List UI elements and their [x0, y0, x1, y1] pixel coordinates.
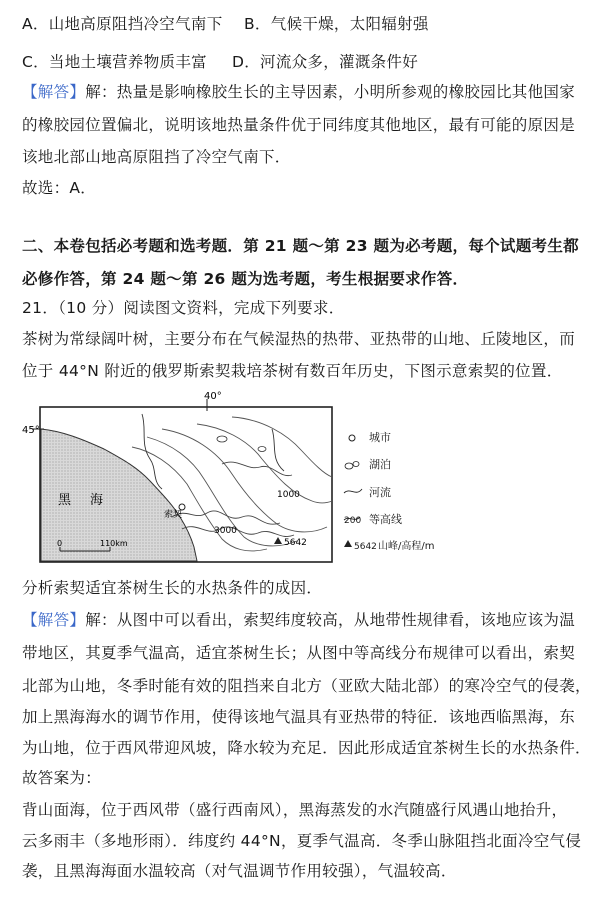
legend-city-symbol	[349, 435, 355, 441]
answer2-final-label: 故答案为：	[22, 769, 102, 787]
option-c: C．当地土壤营养物质丰富	[22, 53, 207, 71]
answer2-text1: 解：从图中可以看出，索契纬度较高，从地带性规律看，该地应该为温	[85, 611, 576, 629]
answer2-final-line3: 袭，且黑海海面水温较高（对气温调节作用较强），气温较高．	[22, 862, 457, 880]
answer1-line3: 该地北部山地高原阻挡了冷空气南下．	[22, 148, 291, 166]
answer2-tag: 【解答】	[22, 611, 86, 629]
legend-city-label: 城市	[369, 431, 391, 444]
map-svg	[22, 389, 437, 565]
option-row-cd	[22, 52, 582, 72]
legend-peak-label: 山峰/高程/m	[378, 541, 435, 552]
answer1-tag: 【解答】	[22, 83, 86, 101]
q21-question: 分析索契适宜茶树生长的水热条件的成因．	[22, 579, 323, 597]
legend-contour-label: 等高线	[369, 513, 402, 526]
contour-label-1000: 1000	[277, 490, 300, 500]
meridian-label: 40°	[204, 391, 222, 402]
legend-lake-label: 湖泊	[369, 458, 391, 471]
legend-peak-symbol	[344, 540, 352, 547]
legend-river-symbol	[344, 489, 362, 493]
peak-label: 5642	[284, 538, 307, 548]
answer2-final-line1: 背山面海，位于西风带（盛行西南风），黑海蒸发的水汽随盛行风遇山地抬升，	[22, 801, 568, 819]
contour-label-3000: 3000	[214, 526, 237, 536]
option-b: B．气候干燥，太阳辐射强	[244, 15, 429, 33]
sea-label-1: 黑	[58, 493, 72, 508]
answer2-line5: 为山地，位于西风带迎风坡，降水较为充足．因此形成适宜茶树生长的水热条件．	[22, 739, 591, 757]
answer1-line1	[22, 82, 582, 102]
parallel-label: 45°	[22, 425, 40, 436]
answer2-final-line2: 云多雨丰（多地形雨）．纬度约 44°N，夏季气温高．冬季山脉阻挡北面冷空气侵	[22, 832, 582, 850]
scale-km: 110km	[100, 539, 128, 548]
lake-shape	[217, 436, 227, 442]
sochi-location-map	[22, 389, 437, 565]
section2-line1: 二、本卷包括必考题和选考题．第 21 题～第 23 题为必考题，每个试题考生都	[22, 237, 579, 255]
lake-shape	[258, 447, 266, 452]
answer2-line3: 北部为山地，冬季时能有效的阻挡来自北方（亚欧大陆北部）的寒冷空气的侵袭，	[22, 677, 591, 695]
answer1-text1: 解：热量是影响橡胶生长的主导因素，小明所参观的橡胶园比其他国家	[85, 83, 576, 101]
answer2-line4: 加上黑海海水的调节作用，使得该地气温具有亚热带的特征．该地西临黑海，东	[22, 708, 576, 726]
answer1-choice: 故选：A．	[22, 179, 97, 197]
scale-zero: 0	[57, 539, 63, 548]
section2-line2: 必修作答，第 24 题～第 26 题为选考题，考生根据要求作答．	[22, 270, 469, 288]
answer1-line2: 的橡胶园位置偏北，说明该地热量条件优于同纬度其他地区，最有可能的原因是	[22, 116, 576, 134]
legend-peak-number: 5642	[354, 542, 377, 552]
option-row-ab	[22, 14, 582, 34]
sea-label-2: 海	[90, 493, 104, 508]
legend-contour-number: 200	[344, 516, 362, 526]
q21-paragraph-line2: 位于 44°N 附近的俄罗斯索契栽培茶树有数百年历史，下图示意索契的位置．	[22, 362, 563, 380]
legend-lake-symbol	[345, 462, 359, 470]
answer2-line1	[22, 610, 582, 630]
q21-paragraph-line1: 茶树为常绿阔叶树，主要分布在气候湿热的热带、亚热带的山地、丘陵地区，而	[22, 330, 576, 348]
legend-river-label: 河流	[369, 486, 391, 499]
option-d: D．河流众多，灌溉条件好	[232, 53, 419, 71]
city-label: 索契	[164, 510, 183, 520]
option-a: A．山地高原阻挡冷空气南下	[22, 15, 223, 33]
answer2-line2: 带地区，其夏季气温高，适宜茶树生长；从图中等高线分布规律可以看出，索契	[22, 644, 576, 662]
q21-header: 21．（10 分）阅读图文资料，完成下列要求．	[22, 299, 345, 317]
